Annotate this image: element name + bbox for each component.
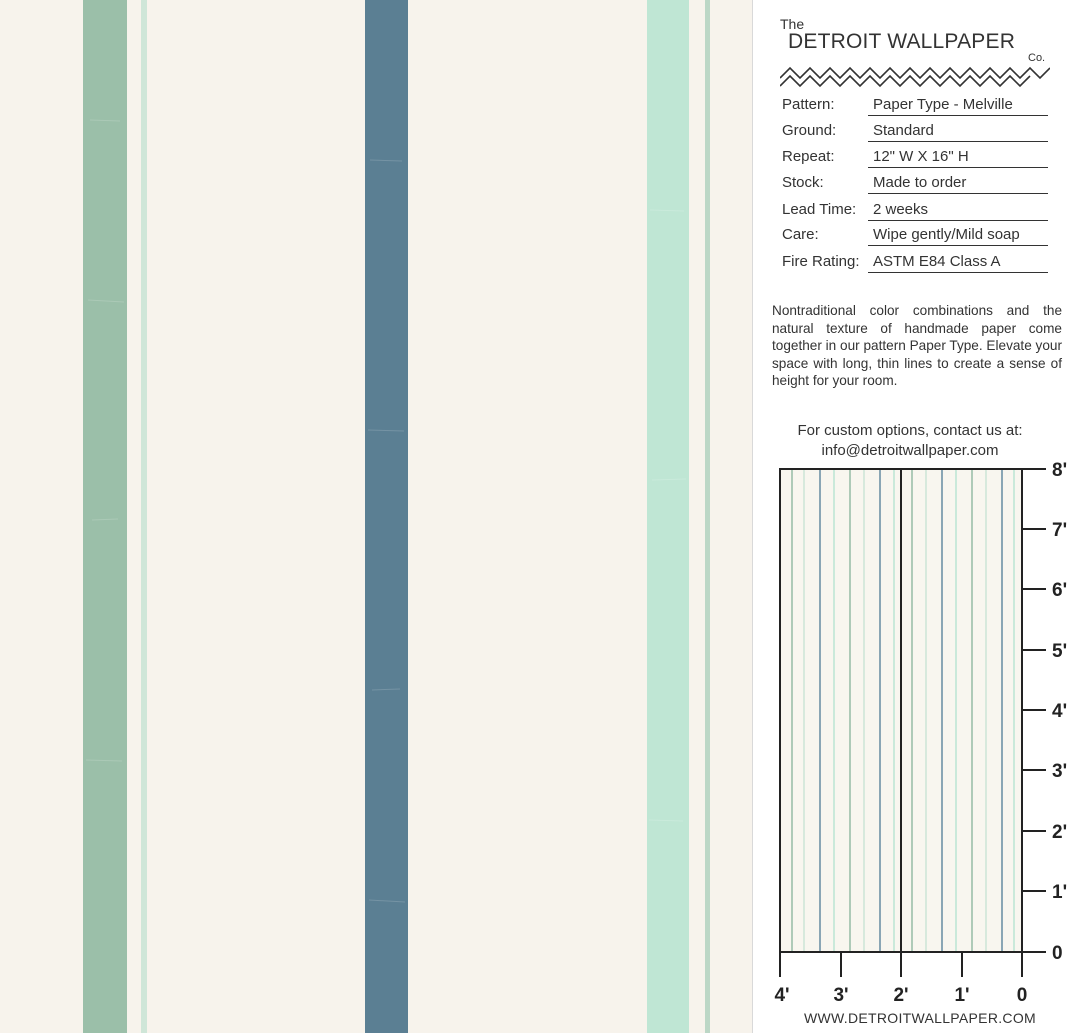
scale-diagram <box>770 455 1080 1010</box>
width-label-0ft: 0 <box>1016 985 1028 1006</box>
scale-label-1ft: 1' <box>1052 882 1068 903</box>
spec-label: Fire Rating: <box>782 253 860 270</box>
underline <box>868 220 1048 221</box>
underline <box>868 115 1048 116</box>
scale-label-2ft: 2' <box>1052 822 1068 843</box>
spec-value: Wipe gently/Mild soap <box>873 226 1020 243</box>
scale-label-8ft: 8' <box>1052 460 1068 481</box>
spec-label: Stock: <box>782 174 824 191</box>
spec-label: Repeat: <box>782 148 835 165</box>
brand-logo <box>780 16 1056 88</box>
brand-name: DETROIT WALLPAPER <box>788 30 1016 53</box>
brand-prefix: The <box>780 16 805 32</box>
spec-pattern <box>782 96 1052 120</box>
vertical-ticks <box>1022 469 1046 952</box>
horizontal-ticks <box>780 952 1022 977</box>
thin-green-line <box>705 0 710 1033</box>
pattern-description: Nontraditional color combinations and the natural texture of handmade paper come together in our pattern Paper Type. Elevate your space with long, thin lines to create a sense of height for your room. <box>772 303 1062 389</box>
contact-email[interactable]: info@detroitwallpaper.com <box>821 441 999 459</box>
spec-repeat <box>782 148 1052 172</box>
spec-value: 12" W X 16" H <box>873 148 969 165</box>
scale-label-0ft: 0 <box>1052 943 1063 964</box>
spec-fire-rating <box>782 253 1052 277</box>
scale-label-7ft: 7' <box>1052 520 1068 541</box>
underline <box>868 193 1048 194</box>
slate-blue-stripe <box>365 0 408 1033</box>
width-label-3ft: 3' <box>833 985 849 1006</box>
spec-ground <box>782 122 1052 146</box>
spec-lead-time <box>782 201 1052 225</box>
width-label-4ft: 4' <box>774 985 790 1006</box>
spec-care <box>782 226 1052 250</box>
zigzag-icon <box>780 60 1050 90</box>
underline <box>868 167 1048 168</box>
scale-label-6ft: 6' <box>1052 580 1068 601</box>
scale-label-3ft: 3' <box>1052 761 1068 782</box>
spec-label: Lead Time: <box>782 201 857 218</box>
sage-stripe <box>83 0 127 1033</box>
spec-value: Paper Type - Melville <box>873 96 1013 113</box>
scale-label-4ft: 4' <box>1052 701 1068 722</box>
underline <box>868 272 1048 273</box>
mint-stripe <box>647 0 689 1033</box>
scale-label-5ft: 5' <box>1052 641 1068 662</box>
spec-value: Made to order <box>873 174 967 191</box>
spec-label: Care: <box>782 226 819 243</box>
underline <box>868 245 1048 246</box>
website-link[interactable]: WWW.DETROITWALLPAPER.COM <box>804 1010 1036 1026</box>
contact-text: For custom options, contact us at: <box>797 422 1023 439</box>
brand-suffix: Co. <box>1028 52 1046 64</box>
spec-stock <box>782 174 1052 198</box>
spec-value: ASTM E84 Class A <box>873 253 1001 270</box>
width-label-1ft: 1' <box>954 985 970 1006</box>
thin-green-line <box>141 0 147 1033</box>
spec-value: Standard <box>873 122 934 139</box>
width-label-2ft: 2' <box>893 985 909 1006</box>
spec-value: 2 weeks <box>873 201 929 218</box>
underline <box>868 141 1048 142</box>
spec-label: Pattern: <box>782 96 835 113</box>
spec-label: Ground: <box>782 122 837 139</box>
